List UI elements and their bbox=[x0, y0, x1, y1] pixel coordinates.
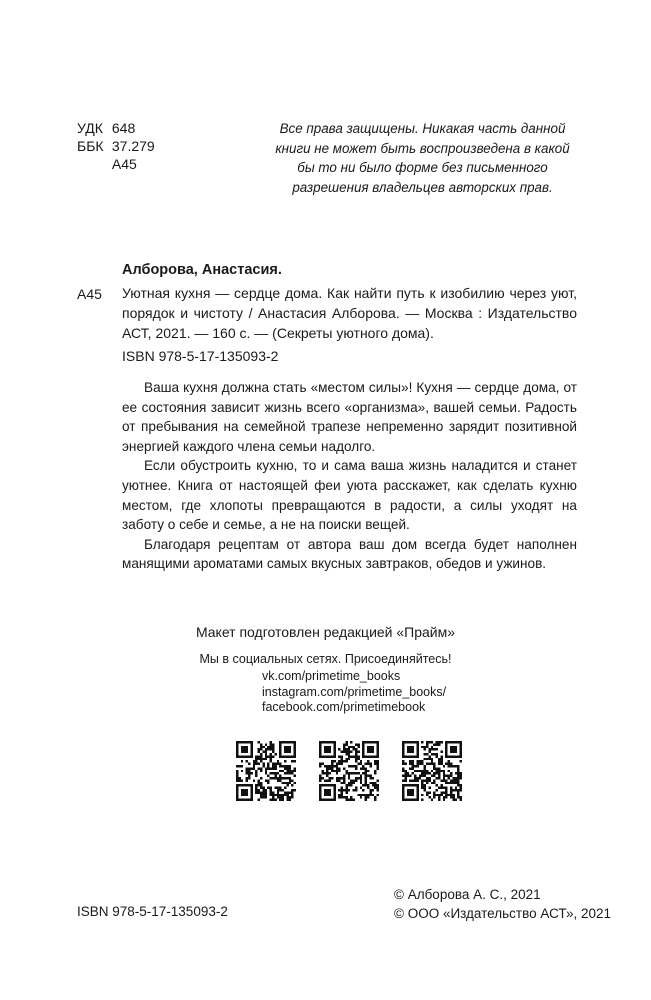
instagram-qr-code[interactable] bbox=[319, 741, 379, 801]
copyright-author: © Алборова А. С., 2021 bbox=[394, 887, 541, 902]
classification-block bbox=[77, 119, 155, 173]
editorial-note: Макет подготовлен редакцией «Прайм» bbox=[195, 624, 456, 640]
annotation-paragraph: Ваша кухня должна стать «местом силы»! Кухня — сердце дома, от ее состояния зависит жизнь всего «организма», вашей семьи. Радость от пребывания на семейной трапезе непременно зарядит позитивной энергией каждого члена семьи надолго. bbox=[122, 380, 577, 454]
copyright-publisher: © ООО «Издательство АСТ», 2021 bbox=[394, 905, 612, 921]
social-title: Мы в социальных сетях. Присоединяйтесь! bbox=[199, 652, 452, 666]
rights-notice: Все права защищены. Никакая часть данной книги не может быть воспроизведена в какой бы то ни было форме без письменного разрешения владельцев авторских прав. bbox=[275, 121, 570, 195]
vk-qr-code[interactable] bbox=[236, 741, 296, 801]
facebook-qr-code[interactable] bbox=[402, 741, 462, 801]
bbk-value: 37.279 bbox=[111, 138, 155, 154]
bibliographic-record: Уютная кухня — сердце дома. Как найти путь к изобилию через уют, порядок и чистоту / Анастасия Алборова. — Москва : Издательство АСТ, 2021. — 160 с. — (Секреты уютного дома). bbox=[122, 285, 577, 341]
isbn-main: ISBN 978-5-17-135093-2 bbox=[122, 348, 279, 364]
author-sign-row bbox=[77, 155, 155, 173]
author-heading: Алборова, Анастасия. bbox=[122, 262, 282, 278]
instagram-link[interactable]: instagram.com/primetime_books/ bbox=[262, 684, 447, 699]
annotation-paragraph: Благодаря рецептам от автора ваш дом всегда будет наполнен манящими ароматами самых вкусных завтраков, обедов и ужинов. bbox=[122, 536, 577, 572]
copyright-block bbox=[394, 886, 611, 923]
social-links bbox=[262, 669, 446, 716]
bbk-row bbox=[77, 137, 155, 155]
udc-value: 648 bbox=[111, 120, 136, 136]
vk-link[interactable]: vk.com/primetime_books bbox=[262, 669, 401, 683]
isbn-footer: ISBN 978-5-17-135093-2 bbox=[77, 904, 228, 919]
udc-label: УДК bbox=[77, 120, 103, 136]
annotation-paragraph: Если обустроить кухню, то и сама ваша жизнь наладится и станет уютнее. Книга от настоящей феи уюта расскажет, как сделать кухню местом, где хлопоты превращаются в радости, а силы уходят на заботу о себе и семье, а не на поиски вещей. bbox=[122, 458, 577, 533]
cutter-code: А45 bbox=[77, 286, 102, 302]
udc-row bbox=[77, 119, 155, 137]
bbk-label: ББК bbox=[77, 138, 104, 154]
facebook-link[interactable]: facebook.com/primetimebook bbox=[262, 700, 426, 714]
annotation bbox=[122, 378, 577, 574]
author-sign-value: А45 bbox=[111, 156, 137, 172]
